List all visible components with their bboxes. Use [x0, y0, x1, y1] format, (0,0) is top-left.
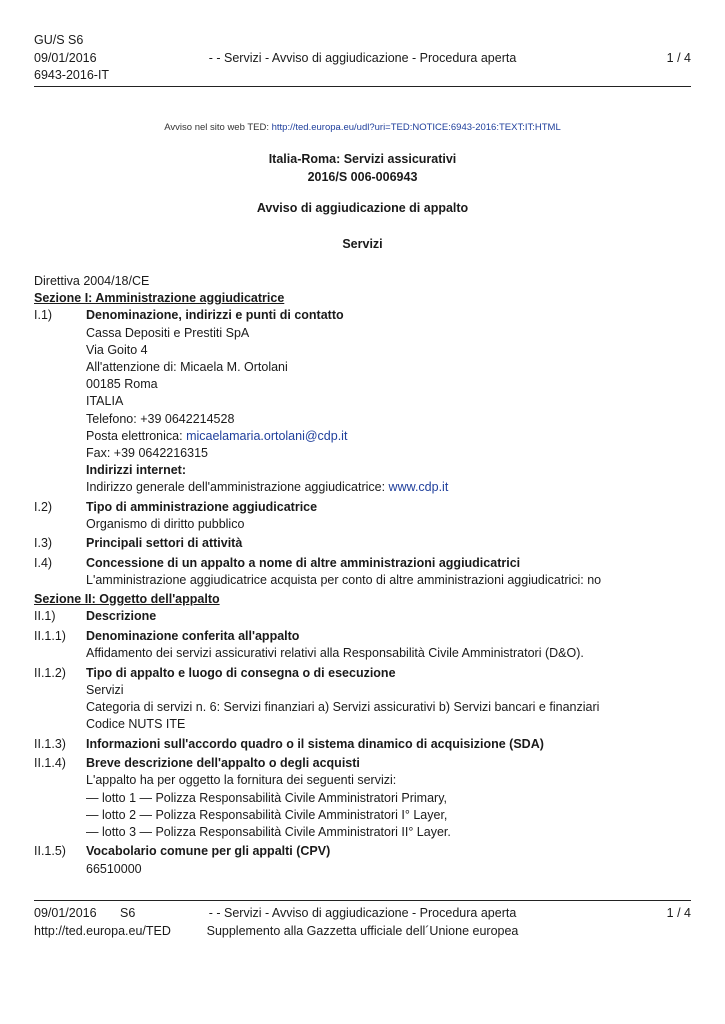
org-fax: Fax: +39 0642216315 [86, 445, 208, 460]
section-text: Affidamento dei servizi assicurativi relativi alla Responsabilità Civile Amministratori (D&O). [86, 646, 584, 661]
nuts-code: Codice NUTS ITE [86, 717, 186, 732]
email-label: Posta elettronica: [86, 428, 187, 443]
footer-series: S6 [120, 906, 136, 920]
page-footer [34, 904, 691, 944]
internet-label: Indirizzi internet: [86, 463, 186, 478]
notice-number: 2016/S 006-006943 [307, 170, 418, 184]
lot-item: — lotto 2 — Polizza Responsabilità Civile Amministratori I° Layer, [86, 807, 448, 822]
general-address-label: Indirizzo generale dell'amministrazione aggiudicatrice: [86, 480, 389, 495]
section-number: II.1.4) [34, 756, 66, 771]
ted-label: Avviso nel sito web TED: [164, 122, 272, 133]
footer-title: - - Servizi - Avviso di aggiudicazione - Procedura aperta [208, 906, 517, 920]
section-text: L'amministrazione aggiudicatrice acquista per conto di altre amministrazioni aggiudicatrici: no [86, 573, 602, 588]
notice-type: Avviso di aggiudicazione di appalto [256, 201, 469, 215]
org-name: Cassa Depositi e Prestiti SpA [86, 325, 250, 340]
header-page-number: 1 / 4 [666, 51, 691, 65]
section-title: Vocabolario comune per gli appalti (CPV) [86, 844, 331, 859]
section-ii13 [34, 736, 694, 753]
section-number: I.4) [34, 555, 53, 570]
section-2-heading: Sezione II: Oggetto dell'appalto [34, 592, 220, 607]
section-number: II.1.2) [34, 665, 66, 680]
section-number: II.1.3) [34, 736, 66, 751]
org-street: Via Goito 4 [86, 342, 148, 357]
section-ii1 [34, 608, 694, 625]
ted-url-link[interactable]: http://ted.europa.eu/udl?uri=TED:NOTICE:6943-2016:TEXT:IT:HTML [271, 122, 561, 133]
cpv-code: 66510000 [86, 861, 142, 876]
org-phone: Telefono: +39 0642214528 [86, 411, 235, 426]
footer-divider [34, 900, 691, 901]
ted-link-line [0, 122, 725, 133]
section-i3 [34, 535, 694, 552]
section-title: Denominazione, indirizzi e punti di contatto [86, 308, 344, 323]
section-number: II.1.1) [34, 628, 66, 643]
section-number: II.1.5) [34, 844, 66, 859]
org-email-line [86, 428, 694, 445]
section-ii12 [34, 665, 694, 734]
section-number: I.3) [34, 536, 53, 551]
footer-date: 09/01/2016 [34, 906, 97, 920]
service-category: Categoria di servizi n. 6: Servizi finanziari a) Servizi assicurativi b) Servizi bancari e finanziari [86, 699, 600, 714]
footer-supplement: Supplemento alla Gazzetta ufficiale dell´Unione europea [206, 924, 519, 938]
section-title: Descrizione [86, 609, 157, 624]
directive: Direttiva 2004/18/CE [34, 274, 150, 288]
lot-item: — lotto 3 — Polizza Responsabilità Civile Amministratori II° Layer. [86, 824, 451, 839]
header-notice-id: 6943-2016-IT [34, 68, 110, 82]
org-city: 00185 Roma [86, 377, 158, 392]
footer-url: http://ted.europa.eu/TED [34, 924, 171, 938]
header-date: 09/01/2016 [34, 50, 97, 65]
section-title: Tipo di amministrazione aggiudicatrice [86, 499, 318, 514]
footer-page-number: 1 / 4 [666, 906, 691, 920]
notice-body [34, 273, 694, 878]
description-intro: L'appalto ha per oggetto la fornitura dei seguenti servizi: [86, 773, 397, 788]
page-header [34, 32, 691, 87]
section-i1 [34, 307, 694, 496]
section-title: Denominazione conferita all'appalto [86, 628, 300, 643]
contract-type: Servizi [86, 682, 124, 697]
section-number: I.2) [34, 499, 53, 514]
section-text: Organismo di diritto pubblico [86, 516, 245, 531]
org-country: ITALIA [86, 394, 124, 409]
section-i2 [34, 499, 694, 533]
section-1-heading: Sezione I: Amministrazione aggiudicatrice [34, 291, 285, 306]
notice-title: Italia-Roma: Servizi assicurativi [268, 152, 457, 166]
section-title: Breve descrizione dell'appalto o degli acquisti [86, 756, 360, 771]
section-ii11 [34, 628, 694, 662]
section-i4 [34, 555, 694, 589]
section-ii14 [34, 755, 694, 841]
org-attention: All'attenzione di: Micaela M. Ortolani [86, 359, 288, 374]
section-title: Concessione di un appalto a nome di altre amministrazioni aggiudicatrici [86, 555, 521, 570]
section-number: II.1) [34, 609, 56, 624]
general-address-line [86, 479, 694, 496]
footer-center [34, 904, 691, 940]
section-title: Tipo di appalto e luogo di consegna o di esecuzione [86, 665, 396, 680]
header-divider [34, 86, 691, 87]
lot-item: — lotto 1 — Polizza Responsabilità Civile Amministratori Primary, [86, 790, 447, 805]
section-number: I.1) [34, 308, 53, 323]
email-link[interactable]: micaelamaria.ortolani@cdp.it [186, 428, 348, 443]
section-title: Informazioni sull'accordo quadro o il sistema dinamico di acquisizione (SDA) [86, 736, 544, 751]
general-address-link[interactable]: www.cdp.it [388, 480, 449, 495]
section-title: Principali settori di attività [86, 536, 243, 551]
notice-category: Servizi [342, 237, 383, 251]
header-title: - - Servizi - Avviso di aggiudicazione - Procedura aperta [208, 51, 517, 65]
header-journal: GU/S S6 [34, 33, 84, 47]
section-ii15 [34, 843, 694, 877]
